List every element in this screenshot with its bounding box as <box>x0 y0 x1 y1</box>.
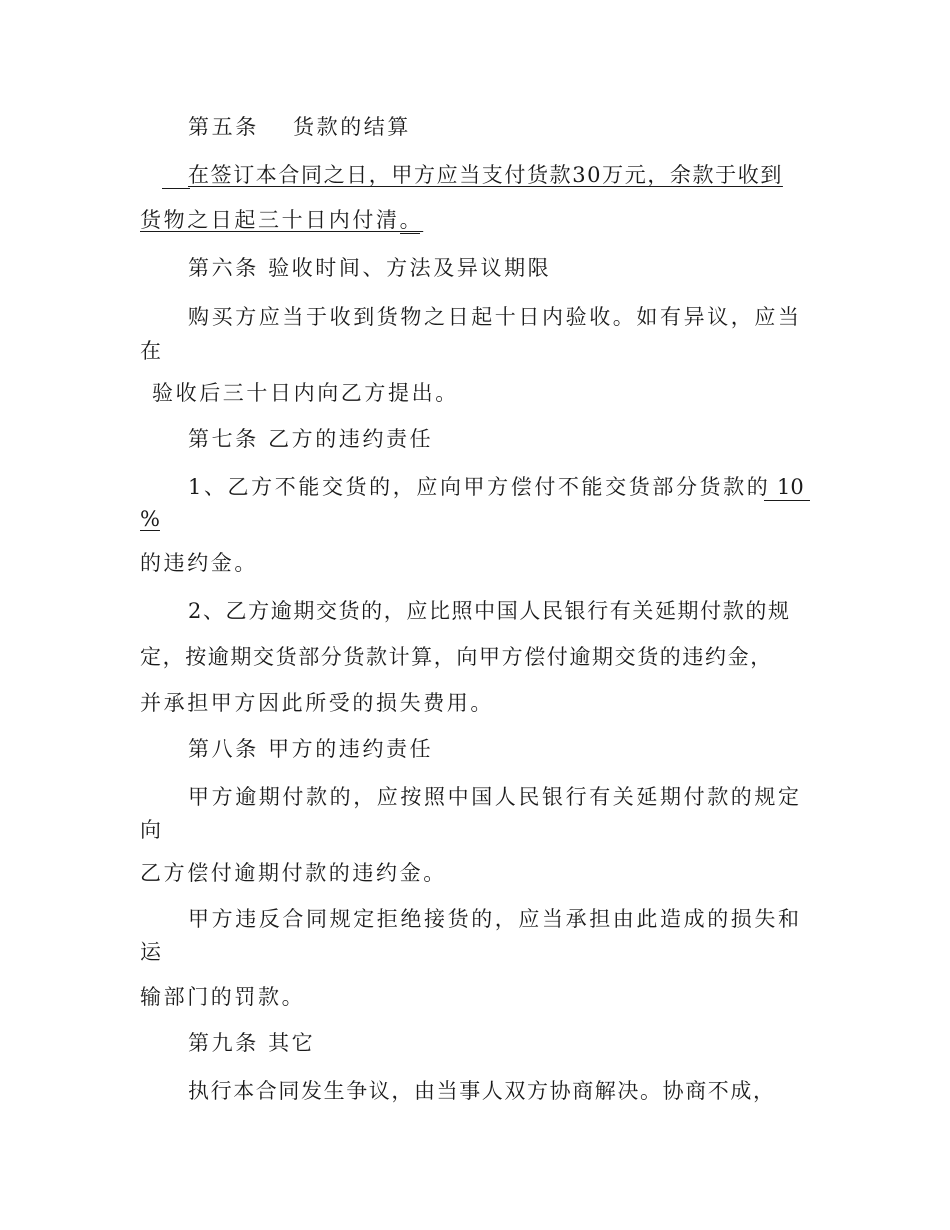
article-8-line-3: 甲方违反合同规定拒绝接货的，应当承担由此造成的损失和 <box>188 907 802 931</box>
article-5-line-2: 货物之日起三十日内付清。 <box>140 208 424 232</box>
article-7-item-2-line-2: 定，按逾期交货部分货款计算，向甲方偿付逾期交货的违约金， <box>140 645 773 669</box>
penalty-rate-value: 10 <box>777 475 804 499</box>
article-8-title: 第八条 甲方的违约责任 <box>188 737 434 761</box>
article-7-title: 第七条 乙方的违约责任 <box>188 427 434 451</box>
underline-tail <box>400 233 420 234</box>
article-9-title: 第九条 其它 <box>188 1031 316 1055</box>
article-8-line-1-wrap: 向 <box>140 818 164 842</box>
underline-indent <box>162 188 190 189</box>
article-6-line-1-wrap: 在 <box>140 339 164 363</box>
article-9-line-1: 执行本合同发生争议，由当事人双方协商解决。协商不成， <box>188 1079 776 1103</box>
article-7-item-2-line-3: 并承担甲方因此所受的损失费用。 <box>140 691 494 715</box>
article-8-line-2: 乙方偿付逾期付款的违约金。 <box>140 861 447 885</box>
article-8-line-4: 输部门的罚款。 <box>140 985 306 1009</box>
article-5-number: 第五条 <box>188 115 259 139</box>
article-6-line-2: 验收后三十日内向乙方提出。 <box>152 381 459 405</box>
article-8-line-3-wrap: 运 <box>140 940 164 964</box>
article-7-item-2-line-1: 2、乙方逾期交货的，应比照中国人民银行有关延期付款的规 <box>188 599 791 623</box>
article-5-line-1: 在签订本合同之日，甲方应当支付货款30万元，余款于收到 <box>188 163 783 187</box>
article-7-item-1-end: 的违约金。 <box>140 551 258 575</box>
article-8-line-1: 甲方逾期付款的，应按照中国人民银行有关延期付款的规定 <box>188 785 802 809</box>
article-6-line-1: 购买方应当于收到货物之日起十日内验收。如有异议，应当 <box>188 305 802 329</box>
penalty-rate-percent: % <box>140 507 160 531</box>
article-6-title: 第六条 验收时间、方法及异议期限 <box>188 256 552 280</box>
article-7-item-1: 1、乙方不能交货的，应向甲方偿付不能交货部分货款的 <box>188 475 771 499</box>
article-5-title: 货款的结算 <box>293 115 411 139</box>
